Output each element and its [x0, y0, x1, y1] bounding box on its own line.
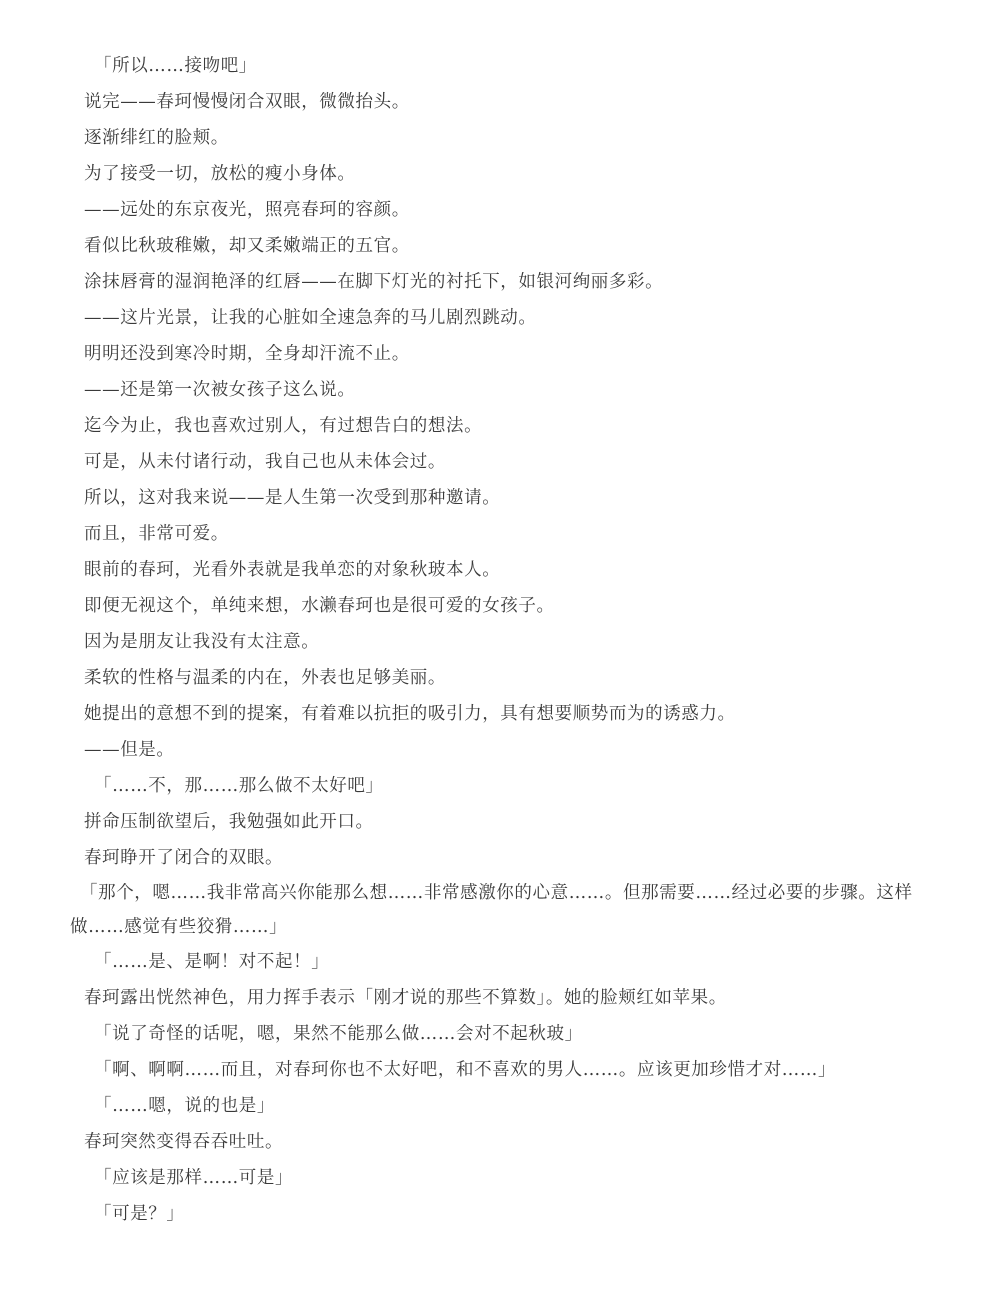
dialogue-line: 「所以……接吻吧」: [94, 56, 257, 76]
narration-line: 涂抹唇膏的湿润艳泽的红唇——在脚下灯光的衬托下，如银河绚丽多彩。: [84, 272, 664, 292]
narration-line: 拼命压制欲望后，我勉强如此开口。: [84, 812, 374, 832]
dialogue-line: 「说了奇怪的话呢，嗯，果然不能那么做……会对不起秋玻」: [94, 1024, 583, 1044]
narration-line: 说完——春珂慢慢闭合双眼，微微抬头。: [84, 92, 410, 112]
narration-line: ——这片光景，让我的心脏如全速急奔的马儿剧烈跳动。: [84, 308, 537, 328]
dialogue-line: 「应该是那样……可是」: [94, 1168, 294, 1188]
narration-line: ——远处的东京夜光，照亮春珂的容颜。: [84, 200, 410, 220]
narration-line: ——但是。: [84, 740, 175, 760]
narration-line: 即便无视这个，单纯来想，水濑春珂也是很可爱的女孩子。: [84, 596, 555, 616]
narration-line: 柔软的性格与温柔的内在，外表也足够美丽。: [84, 668, 446, 688]
dialogue-line: 「……不，那……那么做不太好吧」: [94, 776, 384, 796]
narration-line: 而且，非常可爱。: [84, 524, 229, 544]
narration-line: 明明还没到寒冷时期，全身却汗流不止。: [84, 344, 410, 364]
narration-line: 为了接受一切，放松的瘦小身体。: [84, 164, 356, 184]
narration-line: 春珂突然变得吞吞吐吐。: [84, 1132, 284, 1152]
narration-line: 春珂露出恍然神色，用力挥手表示「刚才说的那些不算数」。她的脸颊红如苹果。: [84, 988, 727, 1008]
novel-body-text: [70, 48, 938, 1232]
narration-line: 眼前的春珂，光看外表就是我单恋的对象秋玻本人。: [84, 560, 501, 580]
narration-line: 她提出的意想不到的提案，有着难以抗拒的吸引力，具有想要顺势而为的诱惑力。: [84, 704, 736, 724]
narration-line: 所以，这对我来说——是人生第一次受到那种邀请。: [84, 488, 501, 508]
narration-line: 春珂睁开了闭合的双眼。: [84, 848, 284, 868]
narration-line: 可是，从未付诸行动，我自己也从未体会过。: [84, 452, 446, 472]
narration-line: 看似比秋玻稚嫩，却又柔嫩端正的五官。: [84, 236, 410, 256]
narration-line: ——还是第一次被女孩子这么说。: [84, 380, 356, 400]
dialogue-line: 「啊、啊啊……而且，对春珂你也不太好吧，和不喜欢的男人……。应该更加珍惜才对……」: [94, 1060, 837, 1080]
dialogue-line: 「……是、是啊！对不起！」: [94, 952, 330, 972]
narration-line: 因为是朋友让我没有太注意。: [84, 632, 320, 652]
dialogue-line: 「可是？」: [94, 1204, 185, 1224]
narration-line: 迄今为止，我也喜欢过别人，有过想告白的想法。: [84, 416, 483, 436]
dialogue-line-wrapped: 「那个，嗯……我非常高兴你能那么想……非常感激你的心意……。但那需要……经过必要的步骤。这样做……感觉有些狡猾……」: [70, 883, 913, 937]
narration-line: 逐渐绯红的脸颊。: [84, 128, 229, 148]
dialogue-line: 「……嗯，说的也是」: [94, 1096, 275, 1116]
